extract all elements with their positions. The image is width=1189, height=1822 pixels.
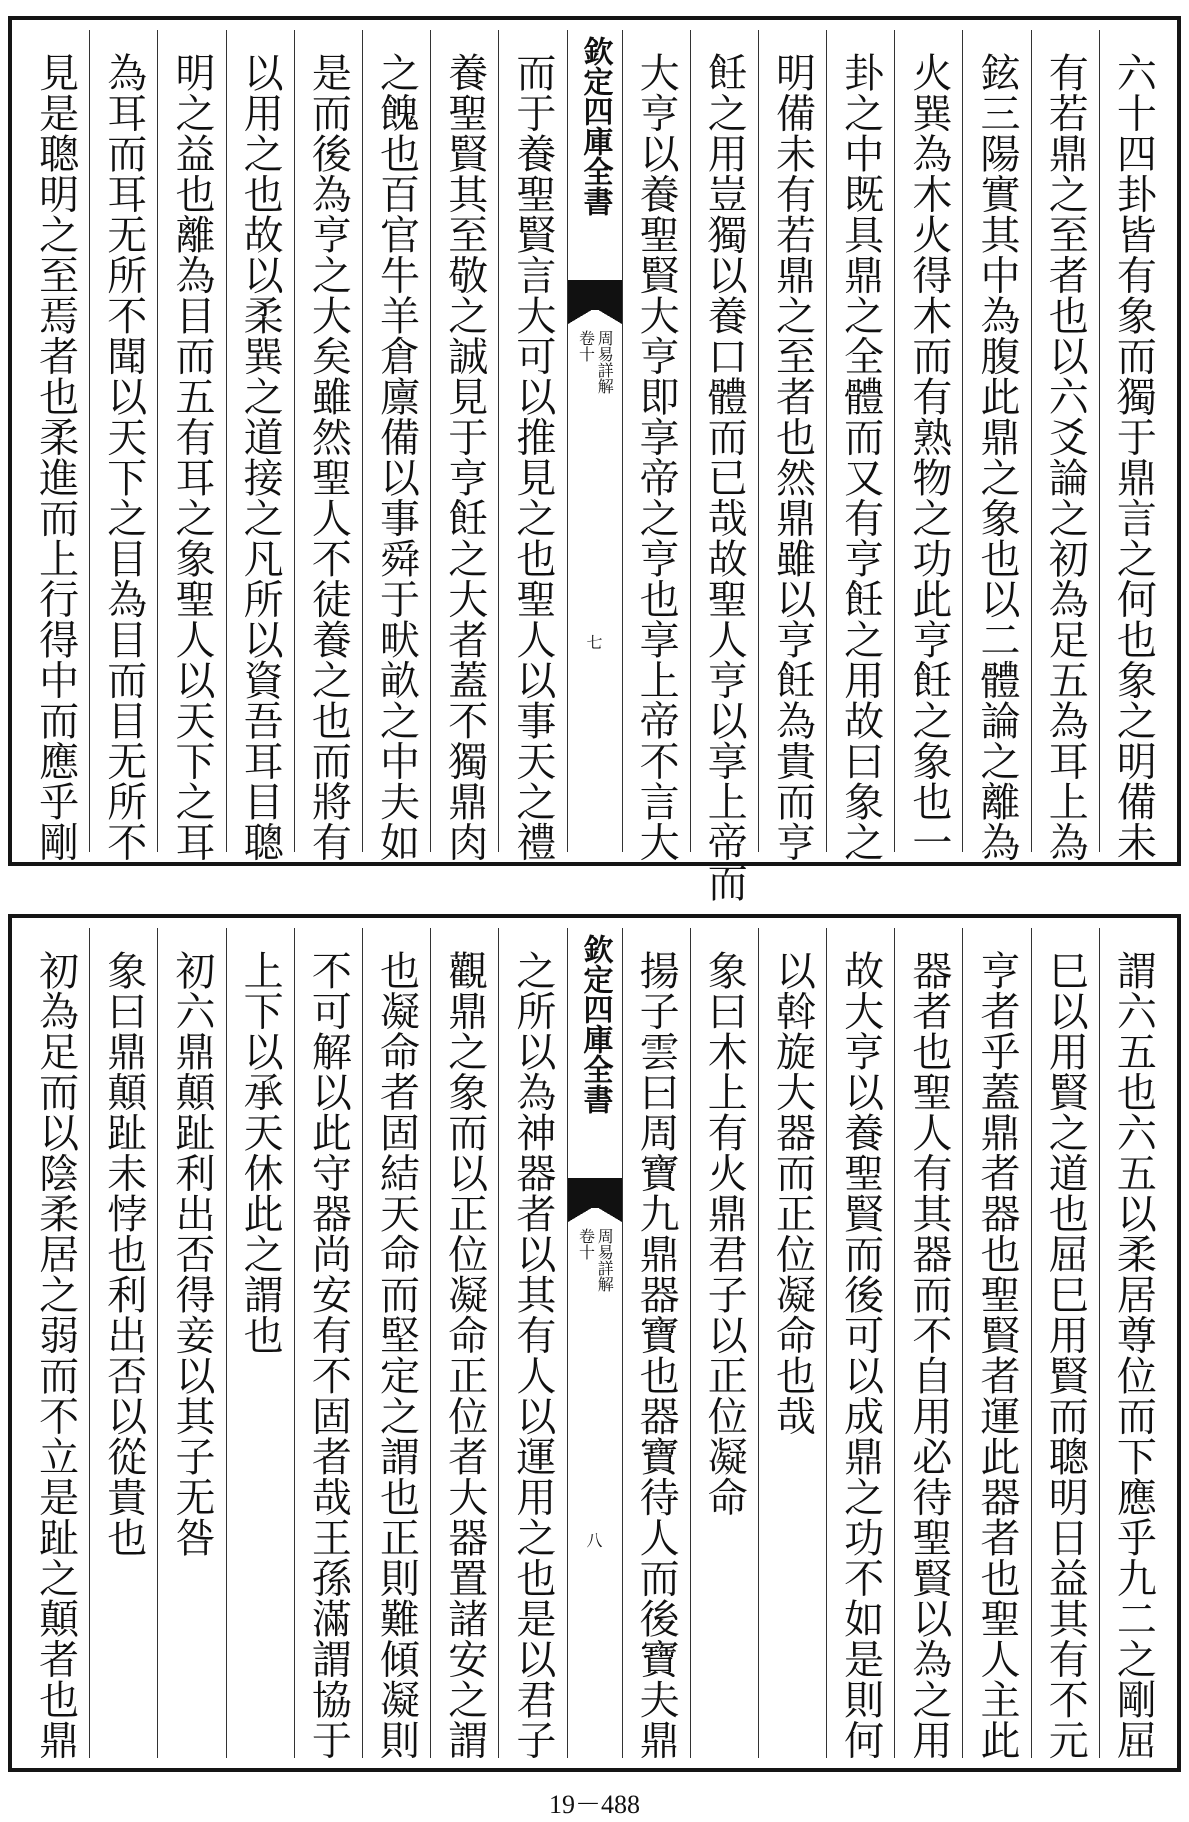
text-column (690, 30, 758, 903)
column-text: 卦之中既具鼎之全體而又有亨飪之用故曰象之 (837, 52, 884, 862)
text-column (826, 30, 894, 862)
fishtail-mark-icon (568, 1178, 622, 1208)
spine-title: 欽定四庫全書 (577, 934, 613, 1114)
text-column (430, 30, 498, 862)
bottom-page-spine (567, 928, 622, 1758)
text-column (226, 928, 294, 1758)
spine-book-title: 周易詳解 (595, 330, 615, 394)
column-text: 為耳而耳无所不聞以天下之目為目而目无所不 (100, 52, 147, 862)
text-column (1031, 30, 1099, 862)
column-text: 之所以為神器者以其有人以運用之也是以君子 (509, 950, 556, 1760)
column-text: 鉉三陽實其中為腹此鼎之象也以二體論之離為 (974, 52, 1021, 862)
bottom-page-columns (22, 928, 1167, 1758)
column-text: 養聖賢其至敬之誠見于亨飪之大者蓋不獨鼎肉 (441, 52, 488, 862)
column-text: 以斡旋大器而正位凝命也哉 (769, 950, 816, 1436)
column-text: 上下以承天休此之謂也 (237, 950, 284, 1355)
text-column (294, 928, 362, 1758)
fishtail-mark-icon (568, 280, 622, 310)
text-column (690, 928, 758, 1758)
text-column (294, 30, 362, 862)
column-text: 是而後為亨之大矣雖然聖人不徒養之也而將有 (305, 52, 352, 862)
spine-page-number: 八 (586, 1531, 603, 1550)
text-column (962, 928, 1030, 1758)
column-text: 有若鼎之至者也以六爻論之初為足五為耳上為 (1042, 52, 1089, 862)
column-text: 飪之用豈獨以養口體而已哉故聖人亨以享上帝而 (701, 52, 748, 903)
text-column (22, 30, 89, 862)
top-page-panel (8, 16, 1181, 903)
top-page-spine (567, 30, 622, 852)
column-text: 初為足而以陰柔居之弱而不立是趾之顛者也鼎 (32, 950, 79, 1760)
column-text: 亨者乎蓋鼎者器也聖賢者運此器者也聖人主此 (974, 950, 1021, 1760)
spine-book-title: 周易詳解 (595, 1228, 615, 1292)
text-column (430, 928, 498, 1758)
column-text: 明備未有若鼎之至者也然鼎雖以亨飪為貴而亨 (769, 52, 816, 862)
column-text: 象曰鼎顛趾未悖也利出否以從貴也 (100, 950, 147, 1558)
footer-page-number: 19－488 (548, 1790, 640, 1819)
top-page-columns (22, 30, 1167, 903)
column-text: 器者也聖人有其器而不自用必待聖賢以為之用 (905, 950, 952, 1760)
text-column (226, 30, 294, 862)
column-text: 謂六五也六五以柔居尊位而下應乎九二之剛屈 (1110, 950, 1157, 1760)
text-column (22, 928, 89, 1758)
column-text: 見是聰明之至焉者也柔進而上行得中而應乎剛 (32, 52, 79, 862)
column-text: 故大亨以養聖賢而後可以成鼎之功不如是則何 (837, 950, 884, 1760)
column-text: 大亨以養聖賢大亨即享帝之亨也享上帝不言大 (633, 52, 680, 862)
text-column (89, 928, 157, 1758)
column-text: 初六鼎顛趾利出否得妾以其子无咎 (168, 950, 215, 1558)
text-column (498, 30, 566, 862)
text-column (826, 928, 894, 1758)
column-text: 巳以用賢之道也屈巳用賢而聰明日益其有不元 (1042, 950, 1089, 1760)
column-text: 之餽也百官牛羊倉廪備以事舜于畎畝之中夫如 (373, 52, 420, 862)
column-text: 象曰木上有火鼎君子以正位凝命 (701, 950, 748, 1517)
bottom-page-panel (8, 914, 1181, 1772)
text-column (157, 928, 225, 1758)
column-text: 不可解以此守器尚安有不固者哉王孫滿謂協于 (305, 950, 352, 1760)
column-text: 而于養聖賢言大可以推見之也聖人以事天之禮 (509, 52, 556, 862)
column-text: 明之益也離為目而五有耳之象聖人以天下之耳 (168, 52, 215, 862)
text-column (622, 30, 690, 862)
text-column (622, 928, 690, 1758)
spine-volume: 卷十 (576, 1228, 596, 1260)
text-column (758, 30, 826, 862)
column-text: 六十四卦皆有象而獨于鼎言之何也象之明備未 (1110, 52, 1157, 862)
text-column (1031, 928, 1099, 1758)
column-text: 以用之也故以柔巽之道接之凡所以資吾耳目聰 (237, 52, 284, 862)
column-text: 也凝命者固結天命而堅定之謂也正則難傾凝則 (373, 950, 420, 1760)
column-text: 火巽為木火得木而有熟物之功此亨飪之象也一 (905, 52, 952, 862)
column-text: 揚子雲曰周寶九鼎器寶也器寶待人而後寶夫鼎 (633, 950, 680, 1760)
spine-title: 欽定四庫全書 (577, 36, 613, 216)
spine-volume: 卷十 (576, 330, 596, 362)
text-column (362, 928, 430, 1758)
text-column (157, 30, 225, 862)
text-column (362, 30, 430, 862)
spine-subtitle (577, 330, 613, 394)
text-column (962, 30, 1030, 862)
text-column (894, 30, 962, 862)
text-column (89, 30, 157, 862)
text-column (1099, 928, 1167, 1758)
text-column (1099, 30, 1167, 862)
spine-page-number: 七 (586, 633, 603, 652)
spine-subtitle (577, 1228, 613, 1292)
text-column (894, 928, 962, 1758)
text-column (758, 928, 826, 1758)
column-text: 觀鼎之象而以正位凝命正位者大器置諸安之謂 (441, 950, 488, 1760)
text-column (498, 928, 566, 1758)
